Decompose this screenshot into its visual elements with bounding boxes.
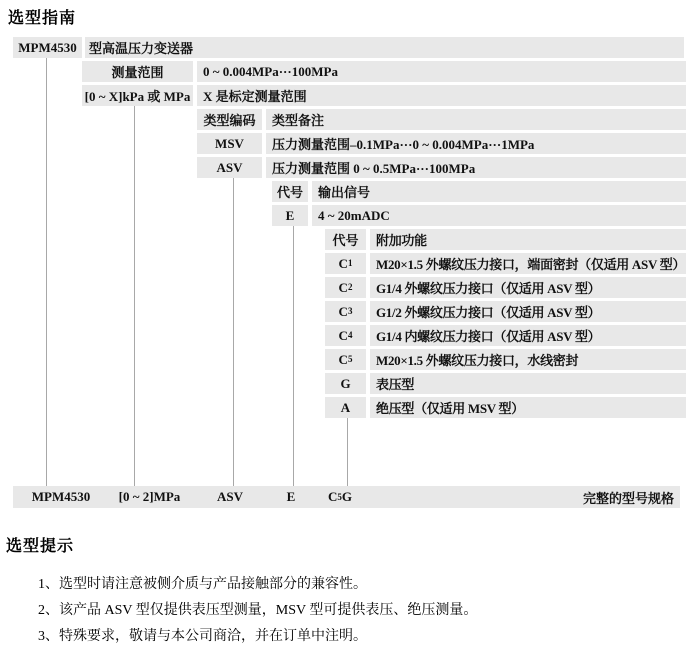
table-row: [0, 277, 686, 298]
addon-code-sub: 3: [347, 306, 353, 316]
summary-addon-sub: 5: [337, 491, 342, 502]
table-row: [0, 133, 686, 154]
addon-note-header: 附加功能: [370, 229, 686, 250]
addon-code: C: [338, 351, 348, 367]
addon-code-sub: 4: [347, 330, 353, 340]
table-row: [0, 157, 686, 178]
output-note-cell: 4 ~ 20mADC: [312, 205, 686, 226]
range-label-cell: [0 ~ X]kPa 或 MPa: [82, 85, 193, 106]
table-row: [0, 397, 686, 418]
summary-row: [13, 486, 680, 508]
tip-item-3: 3、特殊要求，敬请与本公司商洽，并在订单中注明。: [38, 629, 367, 644]
range-label-cell: 测量范围: [82, 61, 193, 82]
addon-code-cell: [325, 373, 366, 394]
addon-code-cell: [325, 253, 366, 274]
type-code-cell: ASV: [197, 157, 262, 178]
addon-note-cell: 表压型: [370, 373, 686, 394]
table-row: [0, 253, 686, 274]
addon-code: C: [338, 327, 348, 343]
table-row: [0, 37, 686, 58]
addon-code-sub: 1: [347, 258, 353, 268]
addon-note-cell: M20×1.5 外螺纹压力接口，水线密封: [370, 349, 686, 370]
tip-item-2: 2、该产品 ASV 型仅提供表压型测量，MSV 型可提供表压、绝压测量。: [38, 603, 478, 618]
summary-type: ASV: [216, 489, 243, 504]
summary-addon-main: C: [327, 489, 338, 504]
addon-code-header: 代号: [325, 229, 366, 250]
addon-note-cell: 绝压型（仅适用 MSV 型）: [370, 397, 686, 418]
table-row: [0, 373, 686, 394]
table-header-row: [0, 229, 686, 250]
type-note-cell: 压力测量范围 0 ~ 0.5MPa···100MPa: [266, 157, 686, 178]
table-header-row: [0, 181, 686, 202]
addon-code: C: [338, 303, 348, 319]
table-row: [0, 325, 686, 346]
addon-note-cell: G1/2 外螺纹压力接口（仅适用 ASV 型）: [370, 301, 686, 322]
addon-code-cell: [325, 301, 366, 322]
table-row: [0, 61, 686, 82]
addon-note-cell: G1/4 外螺纹压力接口（仅适用 ASV 型）: [370, 277, 686, 298]
table-row: [0, 85, 686, 106]
addon-code: G: [340, 375, 351, 391]
addon-code-sub: 2: [347, 282, 353, 292]
addon-code-cell: [325, 277, 366, 298]
output-code-cell: E: [272, 205, 308, 226]
type-note-cell: 压力测量范围–0.1MPa···0 ~ 0.004MPa···1MPa: [266, 133, 686, 154]
tips-title: 选型提示: [6, 538, 75, 555]
summary-output: E: [286, 489, 296, 504]
summary-addon-tail: G: [341, 489, 352, 504]
summary-addon: [315, 486, 365, 508]
type-code-cell: MSV: [197, 133, 262, 154]
type-note-header: 类型备注: [266, 109, 686, 130]
addon-code: A: [340, 399, 351, 415]
summary-model: MPM4530: [31, 489, 91, 504]
range-value-cell: X 是标定测量范围: [197, 85, 686, 106]
addon-code: C: [338, 255, 348, 271]
guide-title: 选型指南: [8, 10, 77, 27]
model-code-cell: MPM4530: [13, 37, 82, 58]
range-value-cell: 0 ~ 0.004MPa···100MPa: [197, 61, 686, 82]
summary-label: 完整的型号规格: [582, 490, 674, 506]
addon-code-cell: [325, 397, 366, 418]
addon-code-sub: 5: [347, 354, 353, 364]
table-row: [0, 349, 686, 370]
connector-line-addon: [347, 418, 348, 486]
addon-note-cell: M20×1.5 外螺纹压力接口，端面密封（仅适用 ASV 型）: [370, 253, 686, 274]
output-code-header: 代号: [272, 181, 308, 202]
addon-code-cell: [325, 325, 366, 346]
table-row: [0, 301, 686, 322]
table-header-row: [0, 109, 686, 130]
model-desc-cell: 型高温压力变送器: [85, 37, 684, 58]
addon-note-cell: G1/4 内螺纹压力接口（仅适用 ASV 型）: [370, 325, 686, 346]
addon-code-cell: [325, 349, 366, 370]
tip-item-1: 1、选型时请注意被侧介质与产品接触部分的兼容性。: [38, 577, 367, 592]
summary-range: [0 ~ 2]MPa: [118, 489, 181, 504]
output-note-header: 输出信号: [312, 181, 686, 202]
table-row: [0, 205, 686, 226]
addon-code: C: [338, 279, 348, 295]
type-code-header: 类型编码: [197, 109, 262, 130]
